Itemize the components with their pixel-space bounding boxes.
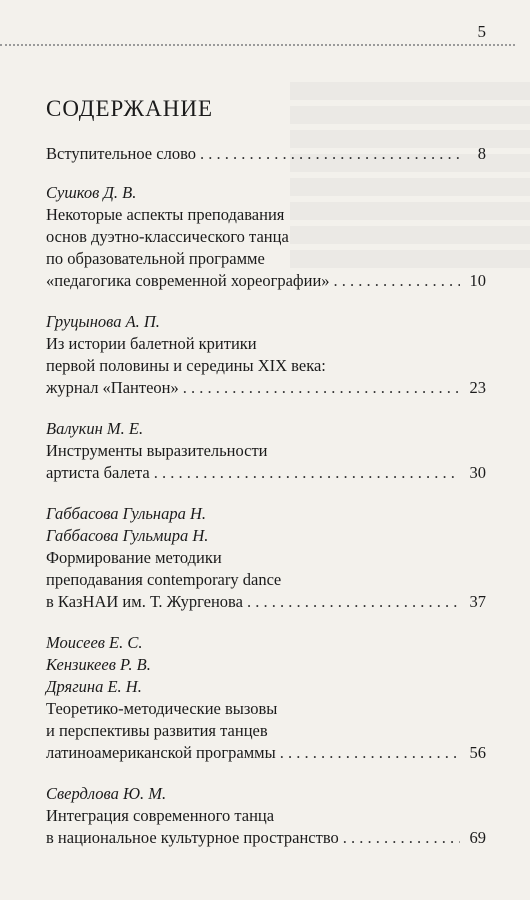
dot-leader: [200, 143, 460, 165]
toc-entry-title-line: Интеграция современного танца: [46, 806, 275, 825]
toc-entry-title-line: основ дуэтно-классического танца: [46, 227, 289, 246]
toc-entry-author: Габбасова Гульнара Н.: [46, 504, 207, 523]
toc-entry-title-line: Некоторые аспекты преподавания: [46, 205, 285, 224]
toc-entry-title-line: Из истории балетной критики: [46, 334, 257, 353]
toc-entry-author: Габбасова Гульмира Н.: [46, 526, 209, 545]
toc-entry: [46, 632, 486, 764]
toc-entry-page-number: 23: [469, 378, 486, 397]
dot-leader: [280, 742, 460, 764]
toc-entry-page-number: 37: [469, 592, 486, 611]
toc-entry-title-line: «педагогика современной хореографии»: [46, 271, 330, 290]
dot-leader: [247, 591, 460, 613]
toc-entry: [46, 182, 486, 292]
toc-entry-title-line: Теоретико-методические вызовы: [46, 699, 278, 718]
toc-entry: [46, 311, 486, 399]
toc-entry-author: Моисеев Е. С.: [46, 633, 143, 652]
toc-entry-last-line: [46, 462, 486, 484]
dot-leader: [154, 462, 460, 484]
toc-entry-title-line: по образовательной программе: [46, 249, 265, 268]
dot-leader: [183, 377, 460, 399]
toc-entry-title-line: журнал «Пантеон»: [46, 378, 179, 397]
toc-entry-author: Валукин М. Е.: [46, 419, 144, 438]
toc-entry-author: Свердлова Ю. М.: [46, 784, 167, 803]
toc-entry-page-number: 56: [469, 743, 486, 762]
table-of-contents: [46, 143, 486, 868]
dot-leader: [343, 827, 460, 849]
toc-entry-last-line: [46, 270, 486, 292]
toc-entry-title-line: и перспективы развития танцев: [46, 721, 268, 740]
toc-entry: [46, 783, 486, 849]
toc-entry-title-line: преподавания contemporary dance: [46, 570, 282, 589]
toc-entry-last-line: [46, 143, 486, 165]
toc-entry-title-line: латиноамериканской программы: [46, 743, 276, 762]
toc-entry-author: Сушков Д. В.: [46, 183, 137, 202]
toc-entry-title-line: первой половины и середины XIX века:: [46, 356, 326, 375]
toc-entry-page-number: 8: [477, 144, 486, 163]
toc-entry-title-line: артиста балета: [46, 463, 150, 482]
toc-entry-last-line: [46, 377, 486, 399]
toc-entry: [46, 143, 486, 165]
toc-entry-last-line: [46, 591, 486, 613]
toc-entry-title-line: в КазНАИ им. Т. Жургенова: [46, 592, 243, 611]
toc-entry-title-line: Вступительное слово: [46, 144, 196, 163]
toc-heading: СОДЕРЖАНИЕ: [46, 96, 214, 121]
toc-entry-author: Кензикеев Р. В.: [46, 655, 151, 674]
toc-entry-last-line: [46, 827, 486, 849]
top-dotted-rule: [0, 44, 515, 46]
toc-entry-page-number: 30: [469, 463, 486, 482]
toc-entry-page-number: 69: [469, 828, 486, 847]
toc-entry-title-line: Инструменты выразительности: [46, 441, 268, 460]
toc-entry: [46, 503, 486, 613]
toc-entry-page-number: 10: [469, 271, 486, 290]
toc-entry-author: Груцынова А. П.: [46, 312, 160, 331]
page-number: 5: [477, 22, 486, 41]
toc-entry-title-line: Формирование методики: [46, 548, 222, 567]
dot-leader: [334, 270, 460, 292]
toc-entry-author: Дрягина Е. Н.: [46, 677, 142, 696]
toc-entry-last-line: [46, 742, 486, 764]
toc-entry: [46, 418, 486, 484]
toc-entry-title-line: в национальное культурное пространство: [46, 828, 339, 847]
